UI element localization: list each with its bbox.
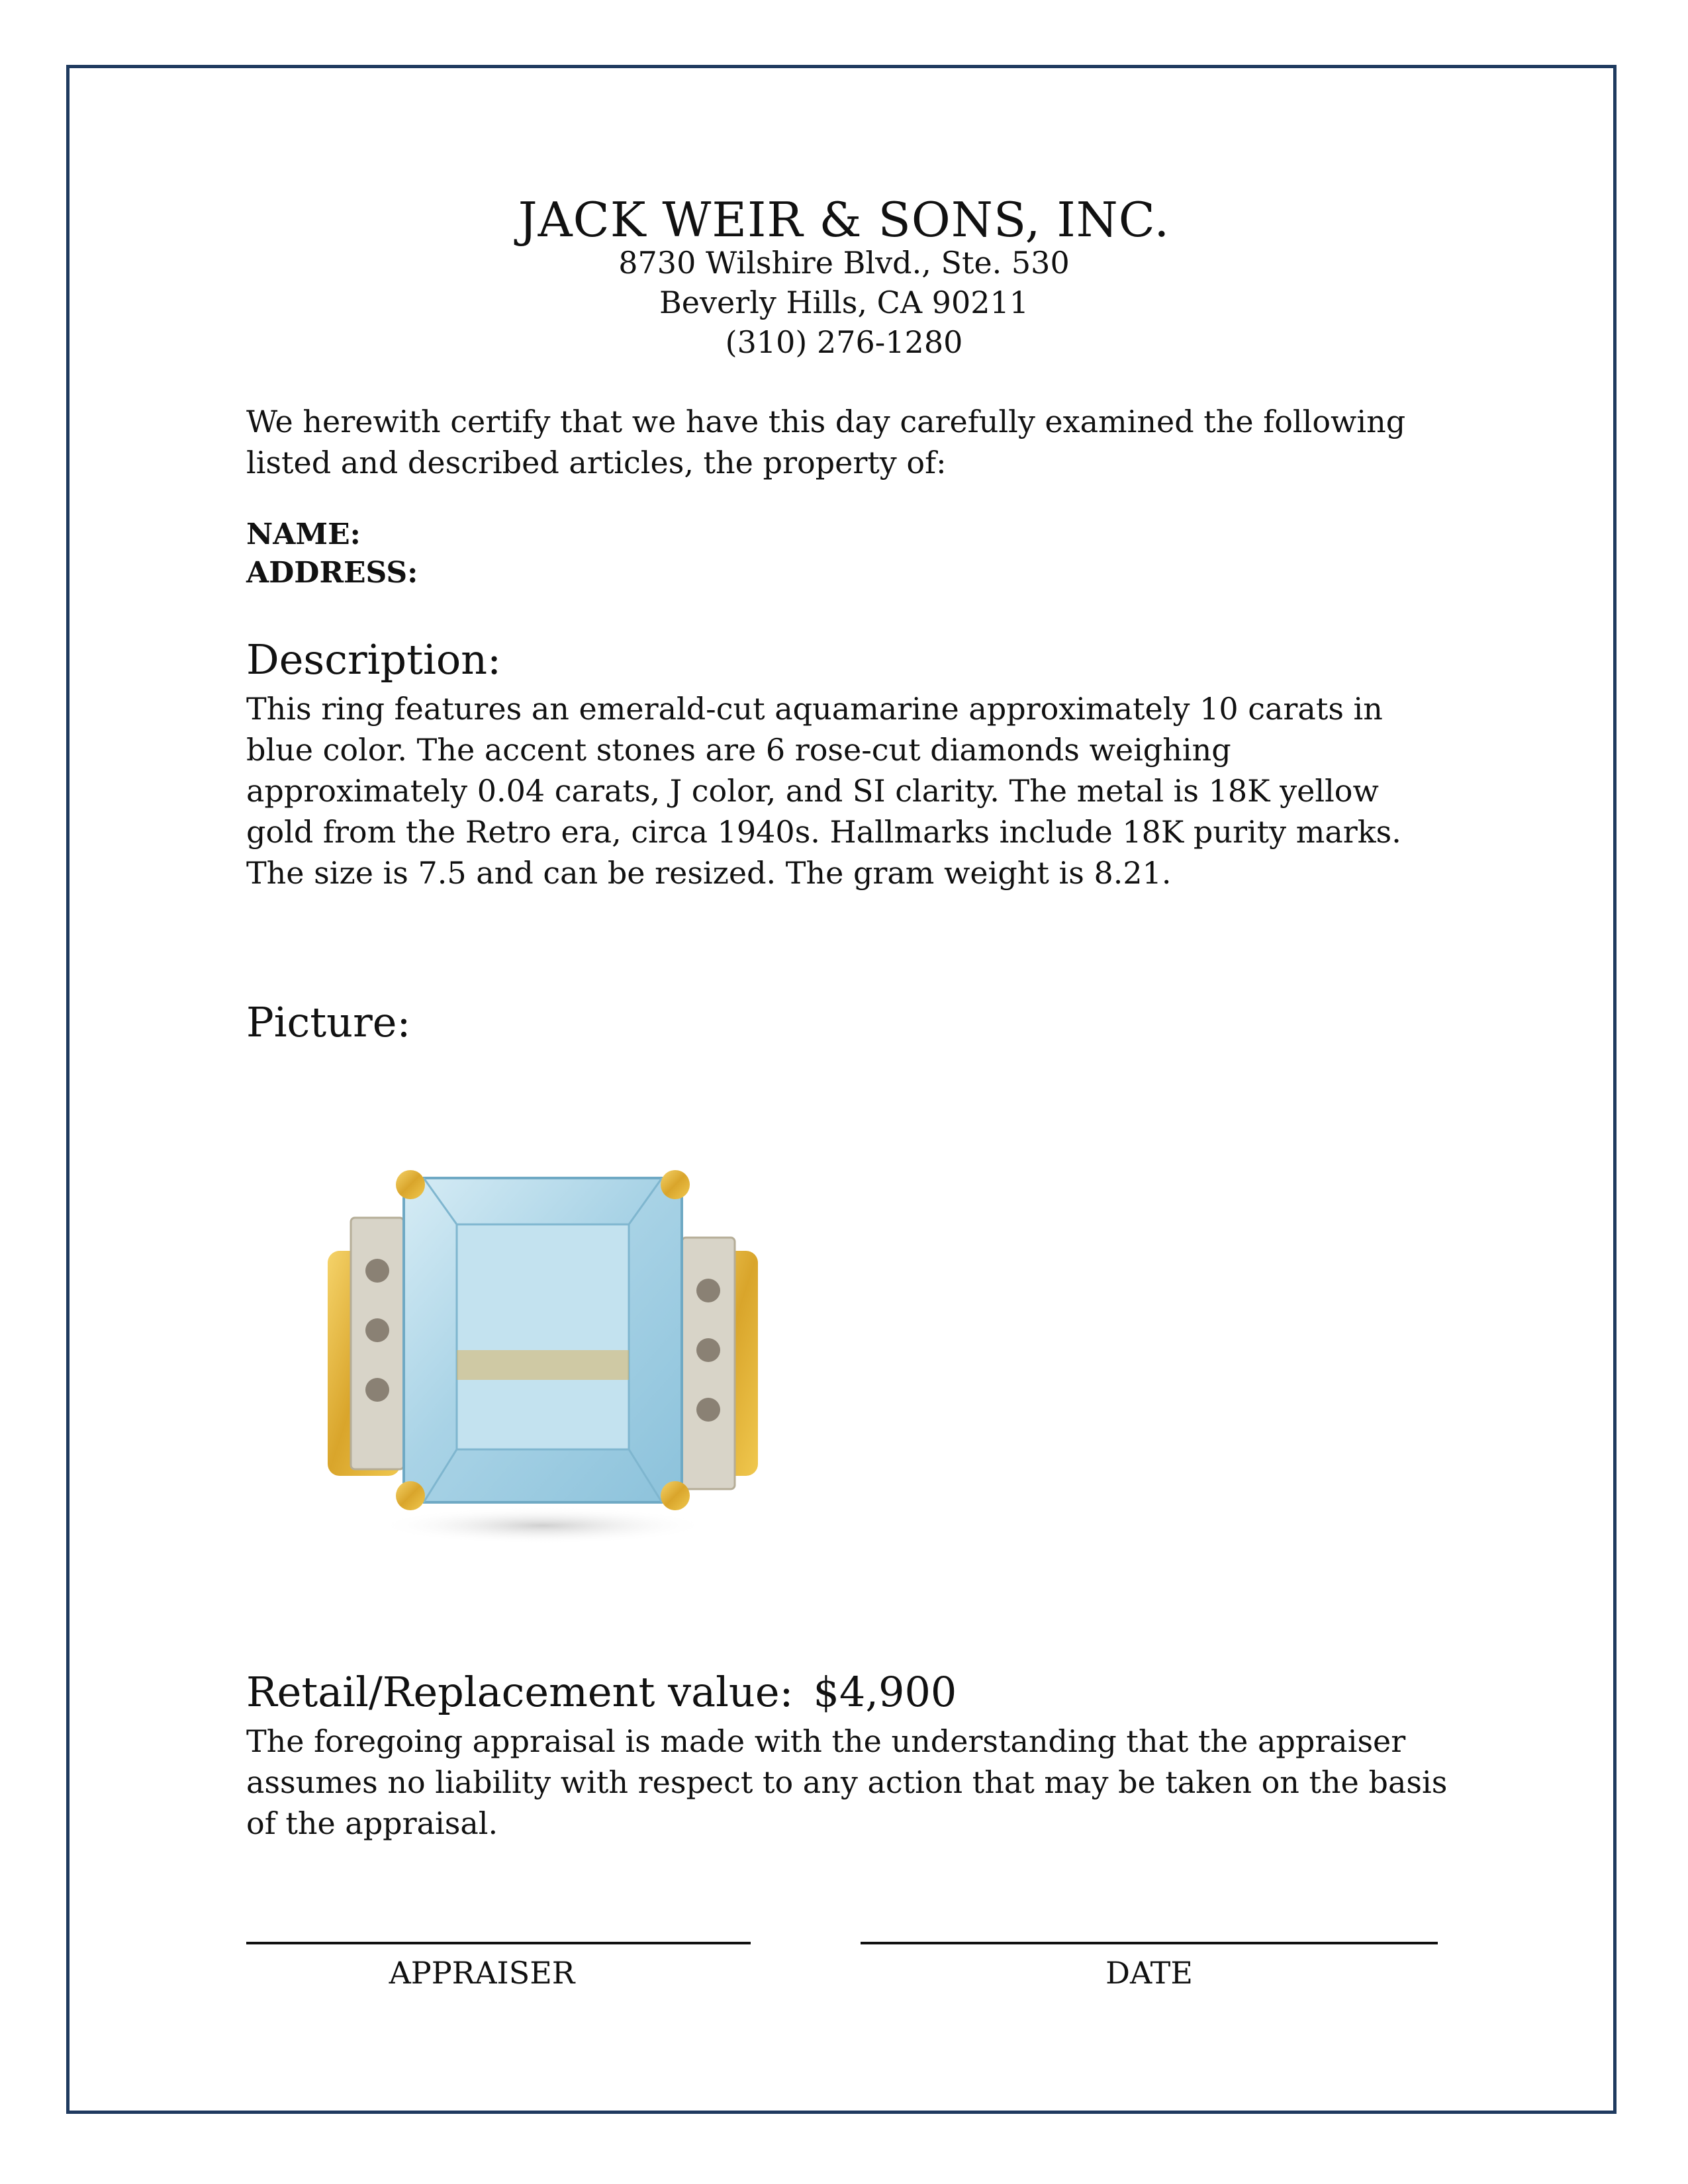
- diamond-2: [365, 1318, 389, 1342]
- date-signature-line: [861, 1942, 1438, 1944]
- prong-2: [661, 1170, 690, 1199]
- prong-1: [396, 1170, 425, 1199]
- ring-shadow: [377, 1507, 708, 1544]
- stone-table-facet: [457, 1224, 629, 1449]
- gold-band-reflection: [457, 1350, 629, 1380]
- prong-4: [661, 1481, 690, 1510]
- value-label: Retail/Replacement value:: [246, 1668, 794, 1716]
- appraiser-label: APPRAISER: [389, 1955, 575, 1991]
- picture-heading: Picture:: [246, 998, 411, 1046]
- company-name: JACK WEIR & SONS, INC.: [518, 192, 1170, 248]
- description-heading: Description:: [246, 635, 501, 684]
- date-label: DATE: [1105, 1955, 1193, 1991]
- diamond-3: [365, 1378, 389, 1402]
- diamond-1: [365, 1259, 389, 1283]
- address-label: ADDRESS:: [246, 556, 418, 590]
- name-label: NAME:: [246, 518, 361, 551]
- value-amount: $4,900: [813, 1668, 957, 1716]
- company-street-address: 8730 Wilshire Blvd., Ste. 530: [618, 245, 1070, 281]
- diamond-5: [696, 1338, 720, 1362]
- diamond-6: [696, 1398, 720, 1422]
- value-line: [246, 1668, 957, 1716]
- prong-3: [396, 1481, 425, 1510]
- company-city-state: Beverly Hills, CA 90211: [659, 285, 1029, 320]
- company-phone: (310) 276-1280: [725, 324, 963, 360]
- appraisal-disclaimer: The foregoing appraisal is made with the understanding that the appraiser assumes no liability with respect to any action that may be taken on the basis of the appraisal.: [246, 1723, 1448, 1841]
- diamond-4: [696, 1279, 720, 1302]
- right-diamond-strip: [682, 1238, 735, 1489]
- description-text: This ring features an emerald-cut aquamarine approximately 10 carats in blue color. The accent stones are 6 rose-cut diamonds weighing approximately 0.04 carats, J color, and SI clarity. The metal is 18K yellow gold from the Retro era, circa 1940s. Hallmarks include 18K purity marks. The size is 7.5 and can be resized. The gram weight is 8.21.: [246, 691, 1401, 891]
- appraiser-signature-line: [246, 1942, 751, 1944]
- aquamarine-ring-image: [311, 1152, 774, 1549]
- left-diamond-strip: [351, 1218, 404, 1469]
- certification-intro: We herewith certify that we have this day carefully examined the following listed and described articles, the property of:: [246, 404, 1406, 480]
